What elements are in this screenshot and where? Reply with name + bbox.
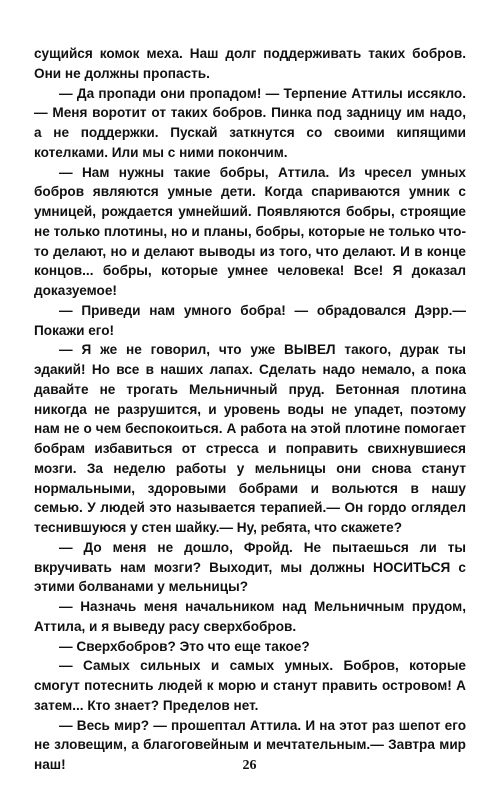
paragraph: — Назначь меня начальником над Мельничным прудом, Аттила, и я выведу расу сверхбобров. xyxy=(34,599,466,634)
paragraph: — Да пропади они пропадом! — Терпение Аттилы иссякло.— Меня воротит от таких бобров. Пинка под задницу им надо, а не поддержки. Пускай заткнутся со своими кипящими котелками. Или мы с ними покончим. xyxy=(34,85,466,160)
paragraph: — Весь мир? — прошептал Аттила. И на этот раз шепот его не зловещим, а благоговейным и мечтательным.— Завтра мир наш! xyxy=(34,717,466,772)
paragraph: — Нам нужны такие бобры, Аттила. Из чресел умных бобров являются умные дети. Когда спариваются умник с умницей, рождается умнейший. Появляются бобры, строящие не только плотины, но и планы, бобры, которые не только что-то делают, но и делают выводы из того, что делают. И в конце концов... бобры, которые умнее человека! Все! Я доказал доказуемое! xyxy=(34,164,466,298)
page-text xyxy=(34,44,466,775)
paragraph: сущийся комок меха. Наш долг поддерживать таких бобров. Они не должны пропасть. xyxy=(34,46,466,81)
page-number: 26 xyxy=(242,758,257,773)
paragraph: — Я же не говорил, что уже ВЫВЕЛ такого, дурак ты эдакий! Но все в наших лапах. Сделать надо немало, а пока давайте не трогать Мельничный пруд. Бетонная плотина никогда не разрушится, и уровень воды не упадет, поэтому нам не о чем беспокоиться. А работа на этой плотине помогает бобрам избавиться от стресса и поправить свихнувшиеся мозги. За неделю работы у мельницы они снова станут нормальными, здоровыми бобрами и вольются в нашу семью. У людей это называется терапией.— Он гордо оглядел теснившуюся у стен шайку.— Ну, ребята, что скажете? xyxy=(34,342,466,535)
paragraph: — До меня не дошло, Фройд. Не пытаешься ли ты вкручивать нам мозги? Выходит, мы должны НОСИТЬСЯ с этими болванами у мельницы? xyxy=(34,539,466,595)
paragraph: — Самых сильных и самых умных. Бобров, которые смогут потеснить людей к морю и станут править островом! А затем... Кто знает? Пределов нет. xyxy=(34,658,466,713)
paragraph: — Сверхбобров? Это что еще такое? xyxy=(59,638,310,654)
paragraph: — Приведи нам умного бобра! — обрадовался Дэрр.— Покажи его! xyxy=(34,302,466,338)
